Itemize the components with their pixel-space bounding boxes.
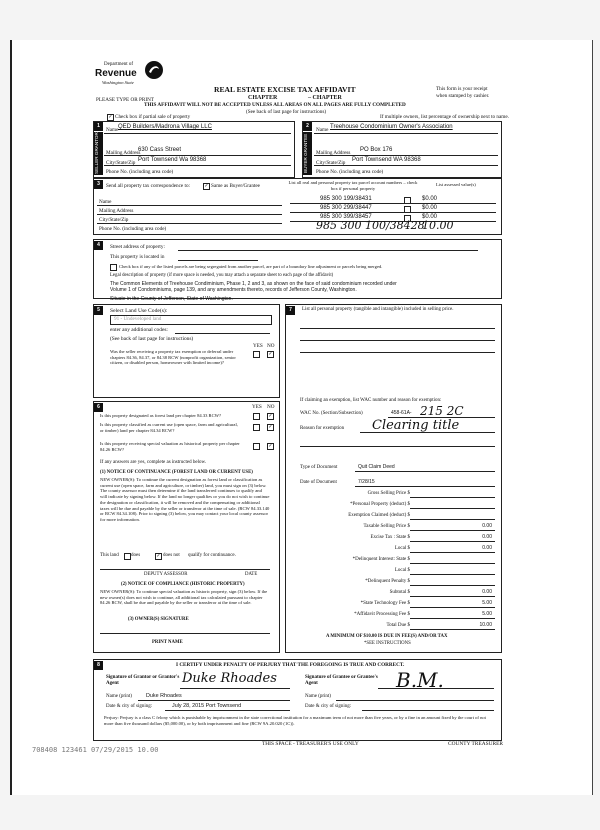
- logo-dept: Department of: [104, 62, 134, 67]
- chapter-label-2: – CHAPTER: [308, 95, 342, 101]
- fee-line: [410, 607, 495, 608]
- notice-1-title: (1) NOTICE OF CONTINUANCE (FOREST LAND OR CURRENT USE): [100, 470, 253, 475]
- segregated-label: Check box if any of the listed parcels are being segregated from another parcel, are part of a boundary line adjustment or parcels being merged.: [119, 264, 383, 269]
- section-8-badge: 8: [94, 661, 103, 670]
- partial-sale-checkbox[interactable]: ✓: [108, 114, 113, 120]
- grantor-date[interactable]: July 28, 2015 Port Townsend: [172, 703, 242, 709]
- fee-value[interactable]: 10.00: [479, 622, 492, 628]
- fee-label: Gross Selling Price $: [367, 491, 410, 496]
- fee-line: [410, 585, 495, 586]
- s5-no-header: NO: [267, 343, 275, 349]
- wac-value[interactable]: 458-61A-: [391, 410, 412, 416]
- grantee-signature-line: [378, 688, 494, 689]
- additional-codes-line: [175, 333, 270, 334]
- section-3-badge: 3: [94, 180, 103, 189]
- notice-2-title: (2) NOTICE OF COMPLIANCE (HISTORIC PROPERTY): [121, 582, 245, 587]
- s6-q2-no[interactable]: ✓: [268, 424, 273, 430]
- fee-label: *Personal Property (deduct) $: [350, 502, 410, 507]
- s6-yes-header: YES: [252, 404, 262, 410]
- send-correspondence-label: Send all property tax correspondence to:: [106, 183, 190, 189]
- grantee-name-line: [336, 700, 494, 701]
- fee-label: Subtotal $: [389, 590, 410, 595]
- doc-type-line: [355, 471, 495, 472]
- buyer-city[interactable]: Port Townsend WA 98368: [352, 157, 421, 163]
- s3-city-line: [97, 223, 282, 224]
- s3-mail-line: [97, 214, 282, 215]
- grantee-signature-label: Signature of Grantee or Grantee's Agent: [305, 675, 378, 687]
- seller-mail[interactable]: 630 Cass Street: [138, 147, 182, 153]
- s6-q2-yes[interactable]: [253, 424, 260, 431]
- exemption-claim-label: If claiming an exemption, list WAC number and reason for exemption:: [300, 398, 442, 403]
- doc-type[interactable]: Quit Claim Deed: [358, 464, 395, 470]
- fee-value[interactable]: 5.00: [482, 611, 492, 617]
- parcel-2[interactable]: 985 300 299/38447: [320, 205, 372, 211]
- reason-label: Reason for exemption: [300, 426, 345, 431]
- fee-label: *Delinquent Interest: State $: [352, 557, 410, 562]
- doc-date-label: Date of Document: [300, 480, 337, 485]
- notice-2-body: NEW OWNER(S): To continue special valuation as historic property, sign (3) below. If the new owner(s) does not wish to continue, all additional tax calculated pursuant to chapter 84.26 RCW, shall be due and payable by the seller or transferor at the time of sale.: [100, 589, 268, 606]
- seller-name-label: Name: [106, 127, 119, 133]
- buyer-mail-line: [314, 155, 498, 156]
- partial-sale-label: Check box if partial sale of property: [115, 114, 191, 120]
- additional-codes-label: enter any additional codes:: [110, 327, 168, 333]
- buyer-phone-label: Phone No. (including area code): [316, 169, 384, 175]
- chapter-label: CHAPTER: [248, 95, 278, 101]
- grantor-signature[interactable]: Duke Rhoades: [182, 671, 277, 686]
- grantor-name-line: [138, 700, 290, 701]
- grantor-signature-label: Signature of Grantor or Grantor's Agent: [106, 675, 180, 687]
- exemption-question: Was the seller receiving a property tax exemption or deferral under chapters 84.36, 84.37, or 84.38 RCW (nonprofit organization, senior citizen, or disabled person, homeowner with limited income)?: [110, 349, 236, 366]
- deputy-line: [100, 569, 270, 570]
- county-treasurer: COUNTY TREASURER: [448, 741, 503, 747]
- grantor-signature-line: [180, 688, 290, 689]
- section-6-box: [93, 401, 280, 653]
- seller-city-label: City/State/Zip: [106, 160, 136, 166]
- logo-name: Revenue: [95, 68, 137, 79]
- grantee-name-label: Name (print): [305, 694, 331, 699]
- treasurer-space: THIS SPACE - TREASURER'S USE ONLY: [262, 741, 359, 747]
- minimum-note: A MINIMUM OF $10.00 IS DUE IN FEE(S) AND/OR TAX: [326, 634, 448, 639]
- fee-line: [410, 596, 495, 597]
- fee-label: *State Technology Fee $: [360, 601, 410, 606]
- parcel-1-value[interactable]: $0.00: [422, 196, 438, 202]
- owner-signature-label: (3) OWNER(S) SIGNATURE: [128, 617, 189, 622]
- notice-1-body: NEW OWNER(S): To continue the current designation as forest land or classification as current use (open space, farm and agriculture, or timber) land, you must sign on (3) below. The county assessor must then determine if the land transferred continues to qualify and will indicate by signing below. If the land no longer qualifies or you do not wish to continue the designation or classification, it will be removed and the compensating or additional taxes will be due and payable by the seller or transferor at the time of sale. (RCW 84.33.140 or RCW 84.34.108). Prior to signing (3) below, you may contact your local county assessor for more information.: [100, 477, 270, 523]
- grantee-date-label: Date & city of signing:: [305, 704, 352, 709]
- fee-line: [410, 574, 495, 575]
- s6-q3-yes[interactable]: [253, 443, 260, 450]
- doc-type-label: Type of Document: [300, 465, 338, 470]
- street-address-label: Street address of property:: [110, 244, 165, 250]
- fee-value[interactable]: 0.00: [482, 589, 492, 595]
- parcel-1[interactable]: 985 300 199/38431: [320, 196, 372, 202]
- legal-label: Legal description of property (if more space is needed, you may attach a separate sheet to each page of the affidavit): [110, 273, 334, 278]
- fee-label: Local $: [394, 546, 410, 551]
- see-back-note: (See back of last page for instructions): [246, 109, 327, 115]
- print-note: PLEASE TYPE OR PRINT: [96, 97, 154, 103]
- same-as-buyer-checkbox[interactable]: ✓: [204, 183, 209, 189]
- logo-state: Washington State: [102, 80, 134, 85]
- section-7-badge: 7: [286, 306, 295, 315]
- multiple-owners-note: If multiple owners, list percentage of ownership next to name.: [380, 114, 509, 120]
- does-not-checkbox[interactable]: ✓: [156, 553, 161, 559]
- s5-yes-header: YES: [253, 343, 263, 349]
- personal-property-label: List all personal property (tangible and intangible) included in selling price.: [302, 307, 454, 312]
- section-6-badge: 6: [94, 403, 103, 412]
- grantor-date-line: [165, 710, 290, 711]
- s3-mail-label: Mailing Address: [99, 208, 134, 214]
- fee-label: *Affidavit Processing Fee $: [354, 612, 410, 617]
- wac-handwritten[interactable]: 215 2C: [420, 404, 464, 418]
- revenue-logo: [92, 60, 172, 96]
- seller-mail-line: [104, 155, 291, 156]
- section-5-badge: 5: [94, 306, 103, 315]
- s6-q1-yes[interactable]: [253, 413, 260, 420]
- revenue-swoosh-icon: [144, 60, 164, 80]
- warning-banner: THIS AFFIDAVIT WILL NOT BE ACCEPTED UNLESS ALL AREAS ON ALL PAGES ARE FULLY COMPLETED: [144, 102, 406, 108]
- buyer-name-line: [314, 133, 498, 134]
- fee-line: [410, 541, 495, 542]
- personal-line-2: [300, 340, 495, 341]
- s3-name-label: Name: [99, 199, 112, 205]
- s6-q1-no[interactable]: ✓: [268, 413, 273, 419]
- parcel-3[interactable]: 985 300 399/38457: [320, 214, 372, 220]
- doc-date[interactable]: 7/28/15: [358, 479, 375, 485]
- fee-label: Total Due $: [386, 623, 410, 628]
- buyer-name[interactable]: Treehouse Condominium Owner's Association: [330, 124, 453, 130]
- receipt-note: This form is your receipt when stamped by cashier.: [436, 86, 490, 99]
- deputy-label: DEPUTY ASSESSOR: [144, 572, 188, 577]
- certify-statement: I CERTIFY UNDER PENALTY OF PERJURY THAT THE FOREGOING IS TRUE AND CORRECT.: [176, 662, 405, 668]
- does-checkbox[interactable]: [124, 553, 131, 560]
- wac-label: WAC No. (Section/Subsection): [300, 411, 363, 416]
- parcel-1-line: [290, 203, 496, 204]
- perjury-notice: Perjury: Perjury is a class C felony which is punishable by imprisonment in the state correctional institution for a maximum term of not more than five years, or by a fine in an amount fixed by the court of not more than five thousand dollars ($5,000.00), or by both imprisonment and fine (RCW 9A.20.020 (1C)).: [104, 715, 486, 726]
- form-title: REAL ESTATE EXCISE TAX AFFIDAVIT: [214, 85, 356, 94]
- legal-line-2: Volume 1 of Condominiums, page 139, and any amendments thereto, records of Jefferson County, Washington.: [110, 287, 357, 293]
- personal-line-1: [300, 328, 495, 329]
- fee-line: [410, 519, 495, 520]
- grantee-date-line: [362, 710, 494, 711]
- s5-see-back: (See back of last page for instructions): [110, 336, 194, 342]
- seller-name-line: [104, 133, 291, 134]
- grantor-name-label: Name (print): [106, 694, 132, 699]
- legal-line-3: Situate in the County of Jefferson, State of Washington.: [110, 296, 233, 302]
- fee-label: Exemption Claimed (deduct) $: [348, 513, 410, 518]
- seller-phone-label: Phone No. (including area code): [106, 169, 174, 175]
- fee-label: Taxable Selling Price $: [363, 524, 410, 529]
- located-line: [178, 260, 258, 261]
- fee-value[interactable]: 5.00: [482, 600, 492, 606]
- s6-q1: Is this property designated as forest land per chapter 84.33 RCW?: [100, 413, 222, 418]
- s3-name-line: [97, 205, 282, 206]
- fee-line: [410, 629, 495, 630]
- s3-phone-label: Phone No. (including area code): [99, 226, 167, 232]
- located-label: This property is located in: [110, 254, 165, 260]
- fee-line: [410, 497, 495, 498]
- see-instructions: *SEE INSTRUCTIONS: [364, 641, 411, 646]
- parcel-4-value-handwritten[interactable]: 10.00: [422, 219, 454, 232]
- buyer-city-line: [314, 165, 498, 166]
- buyer-mail-label: Mailing Address: [316, 150, 351, 156]
- land-use-label: Select Land Use Code(s):: [110, 308, 168, 314]
- s6-q3-no[interactable]: ✓: [268, 443, 273, 449]
- segregated-checkbox[interactable]: [110, 264, 117, 271]
- s3-city-label: City/State/Zip: [99, 217, 129, 223]
- fee-line: [410, 552, 495, 553]
- seller-mail-label: Mailing Address: [106, 150, 141, 156]
- this-land-label: This land: [100, 553, 119, 558]
- seller-side-label: SELLER GRANTOR: [94, 132, 103, 175]
- fee-value[interactable]: 0.00: [482, 545, 492, 551]
- buyer-name-label: Name: [316, 127, 329, 133]
- fee-value[interactable]: 0.00: [482, 523, 492, 529]
- s6-q2: Is this property classified as current use (open space, farm and agricultural, or timber) land per chapter 84.34 RCW?: [100, 422, 238, 433]
- reason-line-2: [300, 446, 495, 447]
- parcel-2-value[interactable]: $0.00: [422, 205, 438, 211]
- reason-line: [360, 432, 495, 433]
- s6-if-yes: If any answers are yes, complete as instructed below.: [100, 460, 207, 465]
- buyer-city-label: City/State/Zip: [316, 160, 346, 166]
- doc-date-line: [355, 486, 495, 487]
- receipt-stamp: 708408 123461 07/29/2015 10.00: [32, 746, 159, 754]
- s5-no-checkbox[interactable]: ✓: [268, 351, 273, 357]
- parcel-list-header: List all real and personal property tax parcel account numbers – check box if personal property: [288, 180, 418, 191]
- grantor-date-label: Date & city of signing:: [106, 704, 153, 709]
- same-as-buyer-label: Same as Buyer/Grantee: [211, 183, 260, 189]
- fee-value[interactable]: 0.00: [482, 534, 492, 540]
- section-4-badge: 4: [94, 241, 103, 250]
- reason-handwritten[interactable]: Clearing title: [372, 418, 460, 433]
- grantor-name[interactable]: Duke Rhoades: [146, 693, 182, 699]
- parcel-2-line: [290, 212, 496, 213]
- fee-label: Local $: [394, 568, 410, 573]
- does-not-label: does not: [163, 553, 180, 558]
- buyer-mail[interactable]: PO Box 176: [360, 147, 393, 153]
- section-1-badge: 1: [94, 122, 103, 131]
- section-2-badge: 2: [303, 122, 312, 131]
- fee-label: Excise Tax : State $: [370, 535, 410, 540]
- s6-q3: Is this property receiving special valuation as historical property per chapter 84.26 RCW?: [100, 441, 240, 452]
- seller-name[interactable]: QED Builders/Madrona Village LLC: [118, 124, 212, 130]
- qualify-label: qualify for continuance.: [188, 553, 236, 558]
- seller-city[interactable]: Port Townsend Wa 98368: [138, 157, 207, 163]
- legal-line-1: The Common Elements of Treehouse Condiminium, Phase 1, 2 and 3, as shown on the face of said condominium recorded under: [110, 281, 397, 287]
- does-label: does: [131, 553, 141, 558]
- buyer-side-label: BUYER GRANTEE: [303, 132, 312, 175]
- parcel-3-value[interactable]: $0.00: [422, 214, 438, 220]
- land-use-value: 91 - Undeveloped land: [114, 316, 162, 322]
- fee-line: [410, 530, 495, 531]
- s6-no-header: NO: [267, 404, 275, 410]
- fee-line: [410, 618, 495, 619]
- fee-label: *Delinquent Penalty $: [365, 579, 410, 584]
- deputy-date-label: DATE: [245, 572, 258, 577]
- assessed-header: List assessed value(s): [436, 182, 476, 187]
- street-line: [178, 250, 478, 251]
- parcel-4-handwritten[interactable]: 985 300 100/38428: [316, 219, 425, 232]
- print-name-label: PRINT NAME: [152, 640, 183, 645]
- owner-signature-line: [100, 633, 270, 634]
- fee-line: [410, 563, 495, 564]
- seller-city-line: [104, 165, 291, 166]
- personal-line-3: [300, 352, 495, 353]
- grantee-signature[interactable]: B.M.: [396, 668, 444, 692]
- fee-line: [410, 508, 495, 509]
- s5-yes-checkbox[interactable]: [253, 351, 260, 358]
